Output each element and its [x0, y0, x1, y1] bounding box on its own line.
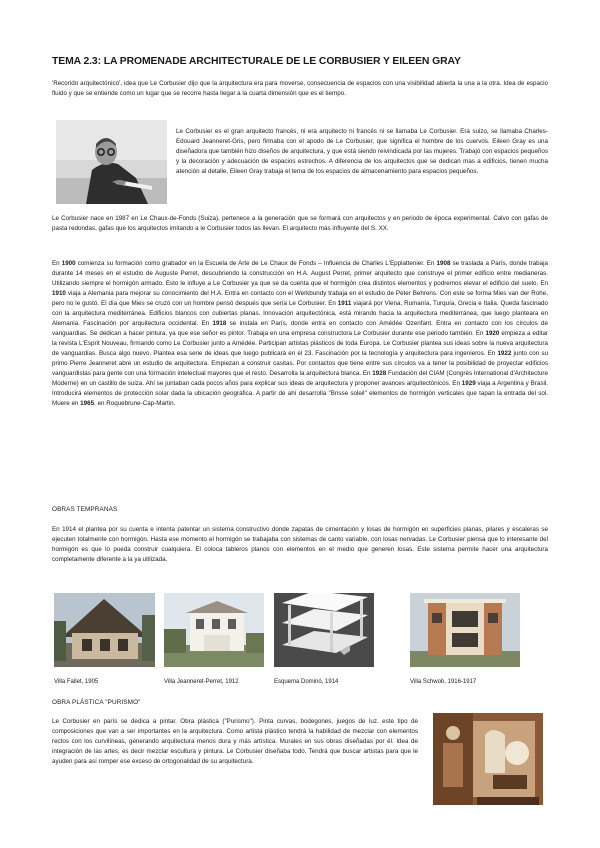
career-year: 1910 [52, 290, 66, 297]
career-text: viaja a Argentina y Brasil. Introducirá elementos de protección solar dada la ubicación geográfica. A partir de ahí desarrolla "Brisse soleil" elementos de hormigón verticales que tapan la entrada del sol. Muere en [52, 380, 548, 407]
career-text: viajará por Viena, Rumanía, Turquía, Grecia e Italia. Queda fascinado con la arquitectura mediterránea. Edificios blancos con cubiertas planas. Innovación arquitectónica, está mirando hacia la arquitectura mediterránea, que luego planteara en Alemania. Fascinación por arquitectura occidental. En [52, 300, 548, 327]
career-year: 1965 [80, 400, 95, 407]
caption-villa-schwob: Villa Schwob, 1916-1917 [410, 679, 477, 685]
birth-paragraph: Le Corbusier nace en 1987 en Le Chaux-de-Fonds (Suiza), pertenece a la generación que se formará con arquitectos y en periodo de época experimental. Calvo con gafas de pasta redondas, gafas que los arquitectos imitando a le Corbusier todos las llevan. El arquitecto más influyente del S. XX. [52, 215, 548, 232]
villa-jeanneret-perret-photo [164, 593, 264, 667]
career-year: 1908 [436, 260, 451, 267]
career-year: 1900 [61, 260, 76, 267]
bio-paragraph: Le Corbusier es el gran arquitecto francés, ni era arquitecto ni francés ni se llamaba Le Corbusier. Era suizo, se llamaba Charles-Edouard Jeanneret-Gris, pero firmaba con el apodo de Le Corbusier, que significa el hombre de los cuervos. Eileen Gray es una diseñadora que también hizo diseños de arquitectura, y que está siendo reivindicada por las mujeres. Trabajó con espacios pequeños y la decoración y adecuación de espacios estrechos. A diferencia de los arquitectos que se dedican mas a edificios, tienen mucha atención al detalle, Eileen Gray trabaja el tema de los espacios de almacenamiento para espacios pequeños. [176, 128, 548, 175]
career-paragraph [52, 259, 548, 409]
purism-paragraph: Le Corbusier en parís se dedica a pintar. Obra plástica ("Purismo"). Pinta curvas, bodegones, juegos de luz. este tipo de composiciones que van a ser importantes en la arquitectura. Como artista plástico tendrá la habilidad de mezclar con elementos rectos con los curvilíneas, generando arquitectura menos dura y más artística. Murales en sus obras diseñadas por él. Idea de integración de las artes, es decir mezclar escultura y pintura. Le Corbusier diseñaba todo. Tendrá que buscar artistas para que le ayuden para así romper ese exceso de ortogonalidad de su arquitectura. [52, 718, 418, 765]
career-text: Fundación del CIAM (Congrès International d'Architecture Moderne) en un castillo de suiza. Ahí se juntaban cada pocos años para explicar sus ideas de arquitectura y proponer avances arquitectónicos. En [52, 370, 548, 387]
portrait-photo [56, 120, 167, 204]
villa-fallet-photo [54, 593, 155, 667]
purism-heading: OBRA PLÁSTICA "PURISMO" [52, 699, 141, 706]
caption-domino-scheme: Esquema Dominó, 1914 [274, 679, 339, 685]
career-year: 1920 [485, 330, 500, 337]
career-text: junto con su primo Pierre Jeanneret abre un estudio de arquitectura. Empiezan a construir casitas. Por contactos que tiene entre sus círculos va a tener la posibilidad de proyectar edificios vanguardistas para gente con una formación intelectual mayores que el resto. Desarrolla la arquitectura blanca. En [52, 350, 548, 377]
career-year: 1918 [212, 320, 227, 327]
career-text: se instala en París, donde entra en contacto con Amédée Ozenfant. Entra en contacto con los círculos de vanguardias. Se dedican a hacer pintura, ya que ese señor es pintor. Trabaja en una empresa constructora Le Corbusier durante ese periodo también. En [52, 320, 548, 337]
career-text: comienza su formación como grabador en la Escuela de Arte de Le Chaux de Fonds – Influencia de Charles L'Epplattenier. En [75, 260, 437, 267]
career-year: 1922 [497, 350, 512, 357]
early-works-heading: OBRAS TEMPRANAS [52, 506, 118, 513]
career-year: 1928 [372, 370, 387, 377]
career-year: 1929 [461, 380, 476, 387]
career-text: se traslada a París, donde trabaja durante 14 meses en el estudio de Auguste Perret, descubriendo la construcción en H.A. August Perret, primer arquitecto que construye el primer edificio entre medianeras. Utilizando siempre el hormigón armado. Esto le influye a Le Corbusier ya que se da cuenta que el hormigón crea distintos elementos y podremos elevar el edificio del suelo. En [52, 260, 548, 287]
career-text: viaja a Alemania para mejorar su conocimiento del H.A. Entra en contacto con el Werkbundy trabaja en el estudio de Peter Behrens. Con este se forma Mies van der Rohe, pero no le gustó. El día que Mies se cruzó con un hombre pensó después que sería Le Corbusier. En [52, 290, 548, 307]
career-text: En [52, 260, 62, 267]
villa-schwob-photo [410, 593, 520, 667]
domino-scheme-photo [274, 593, 374, 667]
career-text: , en Roquebrune-Cap-Martin. [94, 400, 176, 407]
early-works-paragraph: En 1914 el plantea por su cuenta e intenta patentar un sistema constructivo donde zapatas de cimentación y losas de hormigón en superficies planas, pilares y escaleras se ejecuten totalmente con hormigón. Hasta ese momento el hormigón se trabajaba con sistemas de canto variable, con losas nervadas. Le Corbusier piensa que lo interesante del hormigón es que lo pueda construir cualquiera. El coloca tableros planos con elementos en el medio que generen losas. Este sistema permite hacer una arquitectura completamente diferente a la ya utilizada. [52, 526, 548, 563]
intro-paragraph: 'Recorido arquitectónico', idea que Le Corbusier dijo que la arquitectura era para moverse, consecuencia de espacios con una visibilidad abierta la una a la otra. Idea de espacio fluido y que se entiende como un lugar que se recorre hasta llegar a la cuarta dimensión que es el tiempo. [52, 80, 548, 97]
caption-villa-jeanneret-perret: Villa Jeanneret-Perret, 1912 [164, 679, 239, 685]
career-text: empieza a editar la revista L'Esprit Nouveau, firmando como Le Corbusier junto a Amédée. Participan artistas plásticos de toda Europa. Le Corbusier plantea sus ideas sobre la nueva arquitectura de vanguardias. Busca algo nuevo. Plantea esa serie de ideas que luego publicará en el 23. Fascinación por la tecnología y arquitectura para ingenieros. En [52, 330, 548, 357]
career-year: 1911 [337, 300, 352, 307]
caption-villa-fallet: Villa Fallet, 1905 [54, 679, 99, 685]
page-title: TEMA 2.3: LA PROMENADE ARCHITECTURALE DE LE CORBUSIER Y EILEEN GRAY [52, 56, 461, 67]
purist-painting-image [433, 713, 543, 805]
